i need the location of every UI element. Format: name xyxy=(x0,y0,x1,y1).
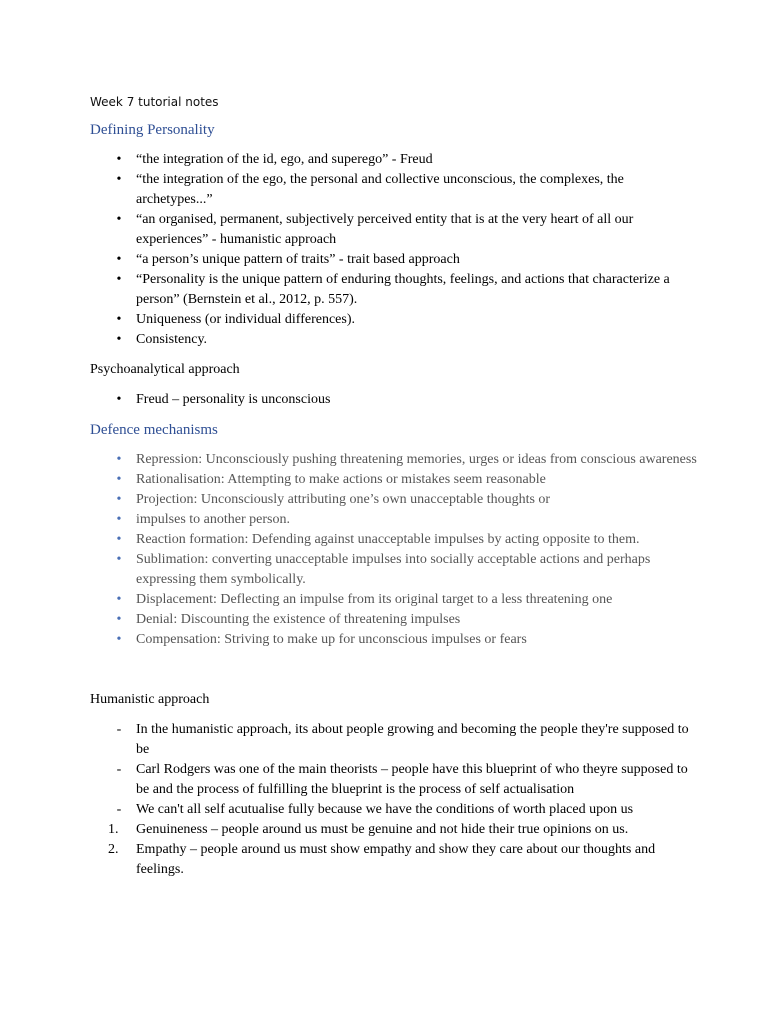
dash-marker: - xyxy=(116,722,122,737)
list-item-text: impulses to another person. xyxy=(136,512,290,527)
list-item xyxy=(90,210,700,250)
list-item-text: Projection: Unconsciously attributing one’s own unacceptable thoughts or xyxy=(136,492,551,507)
list-item-text: Reaction formation: Defending against unacceptable impulses by acting opposite to them. xyxy=(136,532,640,547)
list-item xyxy=(90,490,700,510)
bullet-marker: • xyxy=(116,212,122,227)
list-item xyxy=(90,450,700,470)
number-marker: 2. xyxy=(108,842,119,857)
list-item-text: Genuineness – people around us must be genuine and not hide their true opinions on us. xyxy=(136,822,629,837)
list-item-text: In the humanistic approach, its about people growing and becoming the people they're supposed to be xyxy=(136,722,689,757)
bullet-marker: • xyxy=(116,552,122,567)
list-item-text: “an organised, permanent, subjectively perceived entity that is at the very heart of all our experiences” - humanistic approach xyxy=(136,212,634,247)
bullet-marker: • xyxy=(116,592,122,607)
heading-humanistic-approach: Humanistic approach xyxy=(90,692,210,707)
list-item xyxy=(90,510,700,530)
list-item xyxy=(90,800,700,820)
bullet-marker: • xyxy=(116,632,122,647)
heading-psychoanalytical-approach: Psychoanalytical approach xyxy=(90,362,240,377)
list-item xyxy=(90,820,700,840)
list-item-text: Carl Rodgers was one of the main theorists – people have this blueprint of who theyre supposed to be and the process of fulfilling the blueprint is the process of self actualisation xyxy=(136,762,688,797)
bullet-marker: • xyxy=(116,332,122,347)
section-spacer xyxy=(90,660,700,690)
heading-defence-mechanisms: Defence mechanisms xyxy=(90,422,218,438)
list-item-text: “a person’s unique pattern of traits” - trait based approach xyxy=(136,252,460,267)
list-item xyxy=(90,590,700,610)
list-item xyxy=(90,720,700,760)
list-item xyxy=(90,550,700,590)
psychoanalytical-list xyxy=(90,390,700,410)
bullet-marker: • xyxy=(116,392,122,407)
list-item-text: “the integration of the ego, the personal and collective unconscious, the complexes, the archetypes...” xyxy=(136,172,624,207)
dash-marker: - xyxy=(116,802,122,817)
bullet-marker: • xyxy=(116,272,122,287)
list-item-text: Denial: Discounting the existence of threatening impulses xyxy=(136,612,461,627)
document-title: Week 7 tutorial notes xyxy=(90,95,219,109)
bullet-marker: • xyxy=(116,312,122,327)
bullet-marker: • xyxy=(116,532,122,547)
list-item-text: Repression: Unconsciously pushing threatening memories, urges or ideas from conscious awareness xyxy=(136,452,697,467)
list-item-text: Displacement: Deflecting an impulse from its original target to a less threatening one xyxy=(136,592,613,607)
list-item-text: We can't all self acutualise fully because we have the conditions of worth placed upon us xyxy=(136,802,634,817)
bullet-marker: • xyxy=(116,452,122,467)
list-item xyxy=(90,760,700,800)
list-item-text: Uniqueness (or individual differences). xyxy=(136,312,356,327)
list-item-text: “Personality is the unique pattern of enduring thoughts, feelings, and actions that characterize a person” (Bernstein et al., 2012, p. 557). xyxy=(136,272,670,307)
list-item xyxy=(90,250,700,270)
list-item xyxy=(90,310,700,330)
number-marker: 1. xyxy=(108,822,119,837)
defence-mechanisms-list xyxy=(90,450,700,650)
list-item-text: Rationalisation: Attempting to make actions or mistakes seem reasonable xyxy=(136,472,546,487)
bullet-marker: • xyxy=(116,252,122,267)
list-item xyxy=(90,330,700,350)
list-item xyxy=(90,610,700,630)
list-item xyxy=(90,150,700,170)
list-item xyxy=(90,470,700,490)
list-item xyxy=(90,390,700,410)
list-item-text: Freud – personality is unconscious xyxy=(136,392,331,407)
heading-defining-personality: Defining Personality xyxy=(90,122,215,138)
humanistic-dash-list xyxy=(90,720,700,820)
list-item-text: Sublimation: converting unacceptable impulses into socially acceptable actions and perhaps expressing them symbolically. xyxy=(136,552,651,587)
bullet-marker: • xyxy=(116,512,122,527)
document-body xyxy=(90,92,700,890)
list-item xyxy=(90,630,700,650)
list-item xyxy=(90,170,700,210)
humanistic-numbered-list xyxy=(90,820,700,880)
bullet-marker: • xyxy=(116,152,122,167)
list-item-text: Empathy – people around us must show empathy and show they care about our thoughts and feelings. xyxy=(136,842,656,877)
list-item xyxy=(90,840,700,880)
list-item-text: “the integration of the id, ego, and superego” - Freud xyxy=(136,152,433,167)
list-item xyxy=(90,270,700,310)
defining-personality-list xyxy=(90,150,700,350)
bullet-marker: • xyxy=(116,472,122,487)
list-item-text: Consistency. xyxy=(136,332,208,347)
bullet-marker: • xyxy=(116,612,122,627)
bullet-marker: • xyxy=(116,172,122,187)
dash-marker: - xyxy=(116,762,122,777)
bullet-marker: • xyxy=(116,492,122,507)
list-item-text: Compensation: Striving to make up for unconscious impulses or fears xyxy=(136,632,527,647)
list-item xyxy=(90,530,700,550)
